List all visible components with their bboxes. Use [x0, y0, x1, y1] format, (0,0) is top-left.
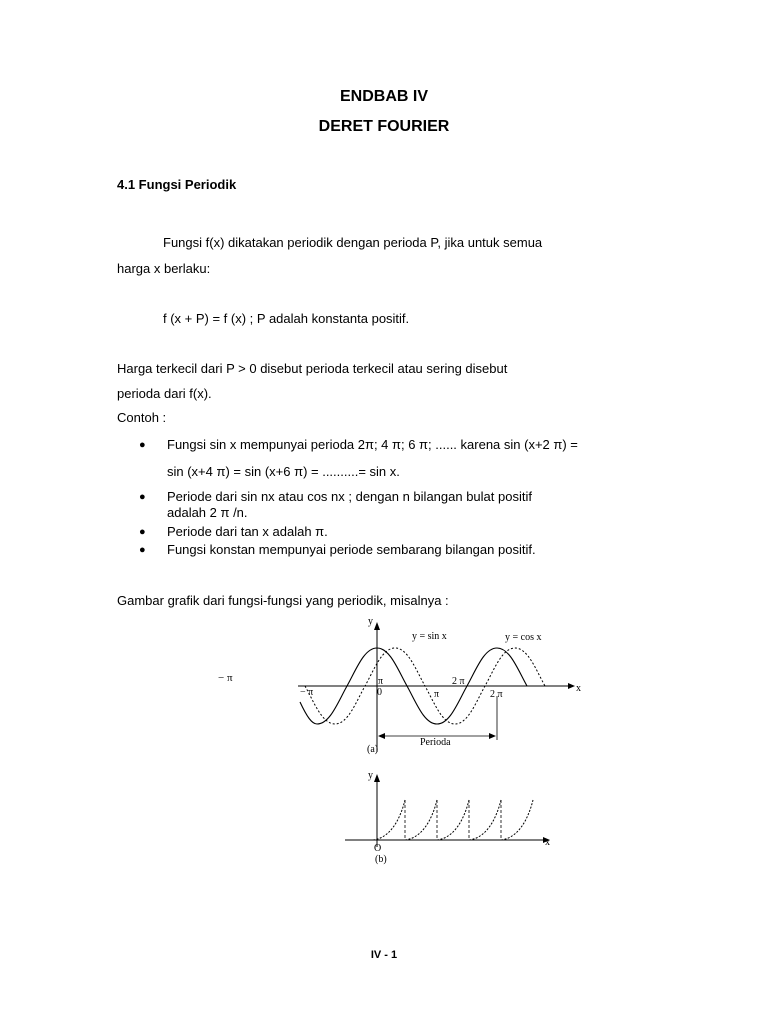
y-axis-arrow-icon [374, 774, 380, 782]
x-axis-arrow-icon [568, 683, 575, 689]
figure-b-periodic-curve [340, 765, 560, 870]
bullet-3: Periode dari tan x adalah π. [167, 524, 328, 539]
paragraph-1-line-1: Fungsi f(x) dikatakan periodik dengan perioda P, jika untuk semua [163, 235, 543, 250]
graph-intro: Gambar grafik dari fungsi-fungsi yang periodik, misalnya : [117, 593, 449, 608]
tick-2pi: 2 π [490, 689, 503, 700]
formula: f (x + P) = f (x) ; P adalah konstanta positif. [163, 311, 410, 326]
bullet-4: Fungsi konstan mempunyai periode sembarang bilangan positif. [167, 542, 536, 557]
tick-zero: 0 [377, 687, 382, 698]
periodic-curve-segment [373, 800, 405, 840]
chapter-title: ENDBAB IV [339, 88, 428, 105]
tick-2pi-upper: 2 π [452, 676, 465, 687]
bullet-marker: ● [139, 439, 146, 451]
figure-a-sine-cosine [290, 612, 590, 757]
paragraph-2-line-1: Harga terkecil dari P > 0 disebut perioda terkecil atau sering disebut [117, 361, 508, 376]
figure-b-caption: (b) [375, 854, 387, 865]
period-label: Perioda [420, 737, 451, 748]
bullet-1-line-2: sin (x+4 π) = sin (x+6 π) = ..........= sin x. [167, 464, 400, 479]
paragraph-1-line-2: harga x berlaku: [117, 261, 211, 276]
bullet-marker: ● [139, 544, 146, 556]
tick-pi: π [434, 689, 440, 700]
bullet-2-line-2: adalah 2 π /n. [167, 505, 248, 520]
chapter-subtitle: DERET FOURIER [318, 118, 450, 135]
figure-a-x-label: x [576, 683, 581, 694]
bullet-1-line-1: Fungsi sin x mempunyai perioda 2π; 4 π; 6 π; ...... karena sin (x+2 π) = [167, 437, 578, 452]
bullet-marker: ● [139, 491, 146, 503]
periodic-curve-segment [405, 800, 437, 840]
figure-b-origin: O [374, 843, 382, 854]
figure-a-y-label: y [368, 616, 373, 627]
period-arrow-right-icon [489, 733, 496, 739]
tick-pi-small: π [378, 676, 384, 687]
period-arrow-left-icon [378, 733, 385, 739]
bullet-2-line-1: Periode dari sin nx atau cos nx ; dengan n bilangan bulat positif [167, 489, 532, 504]
bullet-marker: ● [139, 526, 146, 538]
y-axis-arrow-icon [374, 622, 380, 630]
example-label: Contoh : [117, 410, 167, 425]
figure-a-caption: (a) [367, 744, 379, 755]
page-number: IV - 1 [370, 949, 398, 961]
section-heading: 4.1 Fungsi Periodik [117, 177, 237, 192]
periodic-curve-segment [501, 800, 533, 840]
periodic-curve-segment [469, 800, 501, 840]
tick-negative-pi: − π [300, 687, 314, 698]
paragraph-2-line-2: perioda dari f(x). [117, 386, 212, 401]
sine-label: y = sin x [412, 631, 447, 642]
figure-b-x-label: x [545, 837, 550, 848]
figure-b-y-label: y [368, 770, 373, 781]
cosine-label: y = cos x [505, 632, 542, 643]
margin-note: − π [218, 672, 233, 684]
periodic-curve-segment [437, 800, 469, 840]
